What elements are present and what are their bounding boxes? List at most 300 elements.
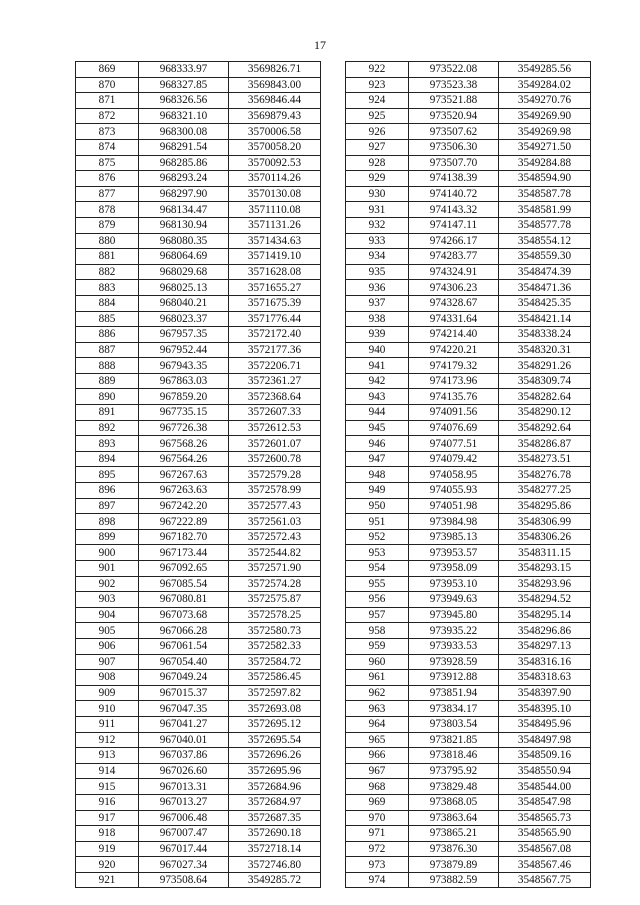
coordinates-table-right xyxy=(345,61,591,888)
table-row xyxy=(346,529,591,545)
table-row xyxy=(346,405,591,421)
y-coordinate-cell: 3548497.98 xyxy=(499,732,591,748)
point-number-cell: 942 xyxy=(346,373,409,389)
y-coordinate-cell: 3572607.33 xyxy=(229,405,321,421)
y-coordinate-cell: 3548282.64 xyxy=(499,389,591,405)
table-row xyxy=(76,467,321,483)
x-coordinate-cell: 967037.86 xyxy=(139,748,229,764)
table-row xyxy=(76,233,321,249)
point-number-cell: 876 xyxy=(76,171,139,187)
x-coordinate-cell: 967085.54 xyxy=(139,576,229,592)
table-row xyxy=(76,483,321,499)
x-coordinate-cell: 974051.98 xyxy=(409,498,499,514)
x-coordinate-cell: 967267.63 xyxy=(139,467,229,483)
x-coordinate-cell: 967040.01 xyxy=(139,732,229,748)
y-coordinate-cell: 3549270.76 xyxy=(499,93,591,109)
x-coordinate-cell: 973829.48 xyxy=(409,779,499,795)
point-number-cell: 926 xyxy=(346,124,409,140)
point-number-cell: 907 xyxy=(76,654,139,670)
point-number-cell: 968 xyxy=(346,779,409,795)
point-number-cell: 974 xyxy=(346,872,409,888)
table-row xyxy=(76,670,321,686)
point-number-cell: 955 xyxy=(346,576,409,592)
y-coordinate-cell: 3572695.54 xyxy=(229,732,321,748)
y-coordinate-cell: 3572582.33 xyxy=(229,638,321,654)
point-number-cell: 879 xyxy=(76,217,139,233)
point-number-cell: 893 xyxy=(76,436,139,452)
table-row xyxy=(76,545,321,561)
table-row xyxy=(76,529,321,545)
table-row xyxy=(346,389,591,405)
table-row xyxy=(76,186,321,202)
point-number-cell: 919 xyxy=(76,841,139,857)
table-row xyxy=(76,779,321,795)
y-coordinate-cell: 3572572.43 xyxy=(229,529,321,545)
y-coordinate-cell: 3548594.90 xyxy=(499,171,591,187)
y-coordinate-cell: 3572574.28 xyxy=(229,576,321,592)
point-number-cell: 937 xyxy=(346,295,409,311)
y-coordinate-cell: 3548550.94 xyxy=(499,763,591,779)
table-row xyxy=(76,748,321,764)
y-coordinate-cell: 3570092.53 xyxy=(229,155,321,171)
y-coordinate-cell: 3572695.96 xyxy=(229,763,321,779)
table-row xyxy=(346,155,591,171)
table-row xyxy=(76,249,321,265)
x-coordinate-cell: 973507.70 xyxy=(409,155,499,171)
point-number-cell: 961 xyxy=(346,670,409,686)
table-row xyxy=(346,810,591,826)
point-number-cell: 912 xyxy=(76,732,139,748)
point-number-cell: 870 xyxy=(76,77,139,93)
y-coordinate-cell: 3549285.56 xyxy=(499,62,591,78)
x-coordinate-cell: 967263.63 xyxy=(139,483,229,499)
x-coordinate-cell: 974324.91 xyxy=(409,264,499,280)
y-coordinate-cell: 3548293.96 xyxy=(499,576,591,592)
point-number-cell: 872 xyxy=(76,108,139,124)
point-number-cell: 950 xyxy=(346,498,409,514)
y-coordinate-cell: 3570058.20 xyxy=(229,139,321,155)
y-coordinate-cell: 3572693.08 xyxy=(229,701,321,717)
x-coordinate-cell: 967568.26 xyxy=(139,436,229,452)
point-number-cell: 891 xyxy=(76,405,139,421)
point-number-cell: 971 xyxy=(346,826,409,842)
x-coordinate-cell: 974143.32 xyxy=(409,202,499,218)
y-coordinate-cell: 3571628.08 xyxy=(229,264,321,280)
x-coordinate-cell: 973949.63 xyxy=(409,592,499,608)
y-coordinate-cell: 3548286.87 xyxy=(499,436,591,452)
x-coordinate-cell: 967726.38 xyxy=(139,420,229,436)
table-row xyxy=(346,576,591,592)
y-coordinate-cell: 3572544.82 xyxy=(229,545,321,561)
table-row xyxy=(346,514,591,530)
table-row xyxy=(76,108,321,124)
table-row xyxy=(346,561,591,577)
y-coordinate-cell: 3549271.50 xyxy=(499,139,591,155)
y-coordinate-cell: 3548554.12 xyxy=(499,233,591,249)
point-number-cell: 897 xyxy=(76,498,139,514)
table-row xyxy=(346,264,591,280)
table-row xyxy=(346,358,591,374)
table-row xyxy=(76,155,321,171)
x-coordinate-cell: 968023.37 xyxy=(139,311,229,327)
x-coordinate-cell: 967092.65 xyxy=(139,561,229,577)
x-coordinate-cell: 974140.72 xyxy=(409,186,499,202)
point-number-cell: 875 xyxy=(76,155,139,171)
x-coordinate-cell: 968040.21 xyxy=(139,295,229,311)
x-coordinate-cell: 973935.22 xyxy=(409,623,499,639)
y-coordinate-cell: 3548291.26 xyxy=(499,358,591,374)
table-row xyxy=(346,108,591,124)
coordinates-table-left-body xyxy=(76,62,321,888)
x-coordinate-cell: 973985.13 xyxy=(409,529,499,545)
point-number-cell: 910 xyxy=(76,701,139,717)
y-coordinate-cell: 3548309.74 xyxy=(499,373,591,389)
table-row xyxy=(76,171,321,187)
y-coordinate-cell: 3572561.03 xyxy=(229,514,321,530)
point-number-cell: 953 xyxy=(346,545,409,561)
point-number-cell: 940 xyxy=(346,342,409,358)
x-coordinate-cell: 974079.42 xyxy=(409,451,499,467)
point-number-cell: 895 xyxy=(76,467,139,483)
table-row xyxy=(76,62,321,78)
table-row xyxy=(346,670,591,686)
x-coordinate-cell: 967026.60 xyxy=(139,763,229,779)
table-row xyxy=(76,732,321,748)
x-coordinate-cell: 974220.21 xyxy=(409,342,499,358)
y-coordinate-cell: 3572600.78 xyxy=(229,451,321,467)
y-coordinate-cell: 3548318.63 xyxy=(499,670,591,686)
table-row xyxy=(76,389,321,405)
y-coordinate-cell: 3548277.25 xyxy=(499,483,591,499)
y-coordinate-cell: 3548397.90 xyxy=(499,685,591,701)
table-row xyxy=(76,826,321,842)
table-row xyxy=(346,467,591,483)
table-row xyxy=(346,217,591,233)
y-coordinate-cell: 3571675.39 xyxy=(229,295,321,311)
table-row xyxy=(346,342,591,358)
point-number-cell: 929 xyxy=(346,171,409,187)
table-row xyxy=(76,576,321,592)
y-coordinate-cell: 3570130.08 xyxy=(229,186,321,202)
table-row xyxy=(346,794,591,810)
point-number-cell: 949 xyxy=(346,483,409,499)
x-coordinate-cell: 968025.13 xyxy=(139,280,229,296)
coordinates-table-right-body xyxy=(346,62,591,888)
y-coordinate-cell: 3549269.90 xyxy=(499,108,591,124)
point-number-cell: 877 xyxy=(76,186,139,202)
table-row xyxy=(346,826,591,842)
table-row xyxy=(76,280,321,296)
x-coordinate-cell: 973865.21 xyxy=(409,826,499,842)
y-coordinate-cell: 3548559.30 xyxy=(499,249,591,265)
point-number-cell: 889 xyxy=(76,373,139,389)
point-number-cell: 887 xyxy=(76,342,139,358)
y-coordinate-cell: 3572368.64 xyxy=(229,389,321,405)
y-coordinate-cell: 3549269.98 xyxy=(499,124,591,140)
point-number-cell: 921 xyxy=(76,872,139,888)
x-coordinate-cell: 973953.57 xyxy=(409,545,499,561)
x-coordinate-cell: 967952.44 xyxy=(139,342,229,358)
y-coordinate-cell: 3570114.26 xyxy=(229,171,321,187)
x-coordinate-cell: 973507.62 xyxy=(409,124,499,140)
y-coordinate-cell: 3572690.18 xyxy=(229,826,321,842)
y-coordinate-cell: 3548296.86 xyxy=(499,623,591,639)
x-coordinate-cell: 973953.10 xyxy=(409,576,499,592)
table-row xyxy=(76,514,321,530)
y-coordinate-cell: 3572580.73 xyxy=(229,623,321,639)
x-coordinate-cell: 973821.85 xyxy=(409,732,499,748)
y-coordinate-cell: 3548471.36 xyxy=(499,280,591,296)
y-coordinate-cell: 3572578.99 xyxy=(229,483,321,499)
point-number-cell: 909 xyxy=(76,685,139,701)
table-row xyxy=(76,139,321,155)
x-coordinate-cell: 974076.69 xyxy=(409,420,499,436)
point-number-cell: 931 xyxy=(346,202,409,218)
point-number-cell: 888 xyxy=(76,358,139,374)
x-coordinate-cell: 973882.59 xyxy=(409,872,499,888)
table-row xyxy=(76,716,321,732)
x-coordinate-cell: 974179.32 xyxy=(409,358,499,374)
table-row xyxy=(346,638,591,654)
point-number-cell: 945 xyxy=(346,420,409,436)
y-coordinate-cell: 3572696.26 xyxy=(229,748,321,764)
point-number-cell: 928 xyxy=(346,155,409,171)
table-row xyxy=(76,373,321,389)
point-number-cell: 911 xyxy=(76,716,139,732)
y-coordinate-cell: 3571419.10 xyxy=(229,249,321,265)
y-coordinate-cell: 3548425.35 xyxy=(499,295,591,311)
x-coordinate-cell: 968297.90 xyxy=(139,186,229,202)
point-number-cell: 884 xyxy=(76,295,139,311)
x-coordinate-cell: 973933.53 xyxy=(409,638,499,654)
y-coordinate-cell: 3548567.46 xyxy=(499,857,591,873)
y-coordinate-cell: 3572695.12 xyxy=(229,716,321,732)
table-row xyxy=(76,124,321,140)
point-number-cell: 902 xyxy=(76,576,139,592)
x-coordinate-cell: 974173.96 xyxy=(409,373,499,389)
table-row xyxy=(76,561,321,577)
point-number-cell: 900 xyxy=(76,545,139,561)
point-number-cell: 923 xyxy=(346,77,409,93)
y-coordinate-cell: 3548316.16 xyxy=(499,654,591,670)
table-row xyxy=(76,685,321,701)
x-coordinate-cell: 973818.46 xyxy=(409,748,499,764)
x-coordinate-cell: 973795.92 xyxy=(409,763,499,779)
point-number-cell: 869 xyxy=(76,62,139,78)
table-row xyxy=(346,779,591,795)
point-number-cell: 881 xyxy=(76,249,139,265)
y-coordinate-cell: 3548567.08 xyxy=(499,841,591,857)
y-coordinate-cell: 3548421.14 xyxy=(499,311,591,327)
y-coordinate-cell: 3571655.27 xyxy=(229,280,321,296)
table-row xyxy=(346,233,591,249)
x-coordinate-cell: 967564.26 xyxy=(139,451,229,467)
y-coordinate-cell: 3572597.82 xyxy=(229,685,321,701)
table-row xyxy=(346,857,591,873)
table-row xyxy=(76,623,321,639)
point-number-cell: 947 xyxy=(346,451,409,467)
y-coordinate-cell: 3572578.25 xyxy=(229,607,321,623)
x-coordinate-cell: 968064.69 xyxy=(139,249,229,265)
x-coordinate-cell: 973868.05 xyxy=(409,794,499,810)
x-coordinate-cell: 968291.54 xyxy=(139,139,229,155)
y-coordinate-cell: 3572687.35 xyxy=(229,810,321,826)
y-coordinate-cell: 3572684.97 xyxy=(229,794,321,810)
x-coordinate-cell: 967066.28 xyxy=(139,623,229,639)
x-coordinate-cell: 968333.97 xyxy=(139,62,229,78)
y-coordinate-cell: 3548311.15 xyxy=(499,545,591,561)
point-number-cell: 904 xyxy=(76,607,139,623)
point-number-cell: 954 xyxy=(346,561,409,577)
table-row xyxy=(76,264,321,280)
x-coordinate-cell: 967222.89 xyxy=(139,514,229,530)
y-coordinate-cell: 3572684.96 xyxy=(229,779,321,795)
table-row xyxy=(346,841,591,857)
x-coordinate-cell: 967242.20 xyxy=(139,498,229,514)
x-coordinate-cell: 967017.44 xyxy=(139,841,229,857)
x-coordinate-cell: 967735.15 xyxy=(139,405,229,421)
x-coordinate-cell: 973834.17 xyxy=(409,701,499,717)
table-row xyxy=(76,405,321,421)
point-number-cell: 933 xyxy=(346,233,409,249)
point-number-cell: 922 xyxy=(346,62,409,78)
point-number-cell: 894 xyxy=(76,451,139,467)
y-coordinate-cell: 3572584.72 xyxy=(229,654,321,670)
x-coordinate-cell: 968080.35 xyxy=(139,233,229,249)
x-coordinate-cell: 968321.10 xyxy=(139,108,229,124)
y-coordinate-cell: 3548306.99 xyxy=(499,514,591,530)
point-number-cell: 890 xyxy=(76,389,139,405)
x-coordinate-cell: 974266.17 xyxy=(409,233,499,249)
table-row xyxy=(76,311,321,327)
point-number-cell: 924 xyxy=(346,93,409,109)
table-row xyxy=(346,545,591,561)
x-coordinate-cell: 968293.24 xyxy=(139,171,229,187)
table-row xyxy=(346,171,591,187)
point-number-cell: 972 xyxy=(346,841,409,857)
point-number-cell: 964 xyxy=(346,716,409,732)
table-row xyxy=(346,124,591,140)
y-coordinate-cell: 3572718.14 xyxy=(229,841,321,857)
y-coordinate-cell: 3572361.27 xyxy=(229,373,321,389)
point-number-cell: 960 xyxy=(346,654,409,670)
x-coordinate-cell: 967006.48 xyxy=(139,810,229,826)
point-number-cell: 925 xyxy=(346,108,409,124)
point-number-cell: 898 xyxy=(76,514,139,530)
x-coordinate-cell: 973876.30 xyxy=(409,841,499,857)
x-coordinate-cell: 967054.40 xyxy=(139,654,229,670)
x-coordinate-cell: 967007.47 xyxy=(139,826,229,842)
y-coordinate-cell: 3548306.26 xyxy=(499,529,591,545)
point-number-cell: 952 xyxy=(346,529,409,545)
x-coordinate-cell: 973506.30 xyxy=(409,139,499,155)
point-number-cell: 885 xyxy=(76,311,139,327)
table-row xyxy=(346,139,591,155)
point-number-cell: 939 xyxy=(346,327,409,343)
y-coordinate-cell: 3548474.39 xyxy=(499,264,591,280)
x-coordinate-cell: 967173.44 xyxy=(139,545,229,561)
x-coordinate-cell: 968134.47 xyxy=(139,202,229,218)
x-coordinate-cell: 967863.03 xyxy=(139,373,229,389)
table-row xyxy=(346,623,591,639)
point-number-cell: 903 xyxy=(76,592,139,608)
y-coordinate-cell: 3569843.00 xyxy=(229,77,321,93)
y-coordinate-cell: 3548292.64 xyxy=(499,420,591,436)
point-number-cell: 944 xyxy=(346,405,409,421)
table-row xyxy=(76,202,321,218)
y-coordinate-cell: 3548565.73 xyxy=(499,810,591,826)
x-coordinate-cell: 974306.23 xyxy=(409,280,499,296)
point-number-cell: 917 xyxy=(76,810,139,826)
table-row xyxy=(76,638,321,654)
x-coordinate-cell: 967047.35 xyxy=(139,701,229,717)
x-coordinate-cell: 974077.51 xyxy=(409,436,499,452)
y-coordinate-cell: 3572579.28 xyxy=(229,467,321,483)
x-coordinate-cell: 967049.24 xyxy=(139,670,229,686)
x-coordinate-cell: 974214.40 xyxy=(409,327,499,343)
x-coordinate-cell: 973863.64 xyxy=(409,810,499,826)
y-coordinate-cell: 3571434.63 xyxy=(229,233,321,249)
table-row xyxy=(76,841,321,857)
x-coordinate-cell: 967073.68 xyxy=(139,607,229,623)
x-coordinate-cell: 967027.34 xyxy=(139,857,229,873)
x-coordinate-cell: 968327.85 xyxy=(139,77,229,93)
y-coordinate-cell: 3570006.58 xyxy=(229,124,321,140)
x-coordinate-cell: 967943.35 xyxy=(139,358,229,374)
table-row xyxy=(346,732,591,748)
table-row xyxy=(346,763,591,779)
y-coordinate-cell: 3549284.88 xyxy=(499,155,591,171)
x-coordinate-cell: 973523.38 xyxy=(409,77,499,93)
point-number-cell: 908 xyxy=(76,670,139,686)
table-row xyxy=(76,451,321,467)
point-number-cell: 958 xyxy=(346,623,409,639)
point-number-cell: 973 xyxy=(346,857,409,873)
x-coordinate-cell: 973508.64 xyxy=(139,872,229,888)
table-row xyxy=(76,295,321,311)
y-coordinate-cell: 3572577.43 xyxy=(229,498,321,514)
table-row xyxy=(76,420,321,436)
y-coordinate-cell: 3548320.31 xyxy=(499,342,591,358)
table-row xyxy=(346,748,591,764)
point-number-cell: 871 xyxy=(76,93,139,109)
table-row xyxy=(76,327,321,343)
y-coordinate-cell: 3572571.90 xyxy=(229,561,321,577)
y-coordinate-cell: 3572586.45 xyxy=(229,670,321,686)
x-coordinate-cell: 973958.09 xyxy=(409,561,499,577)
y-coordinate-cell: 3571776.44 xyxy=(229,311,321,327)
y-coordinate-cell: 3548509.16 xyxy=(499,748,591,764)
point-number-cell: 948 xyxy=(346,467,409,483)
point-number-cell: 878 xyxy=(76,202,139,218)
point-number-cell: 882 xyxy=(76,264,139,280)
point-number-cell: 930 xyxy=(346,186,409,202)
y-coordinate-cell: 3548495.96 xyxy=(499,716,591,732)
table-row xyxy=(76,93,321,109)
x-coordinate-cell: 973912.88 xyxy=(409,670,499,686)
y-coordinate-cell: 3548577.78 xyxy=(499,217,591,233)
y-coordinate-cell: 3548295.14 xyxy=(499,607,591,623)
y-coordinate-cell: 3548567.75 xyxy=(499,872,591,888)
x-coordinate-cell: 974055.93 xyxy=(409,483,499,499)
x-coordinate-cell: 974091.56 xyxy=(409,405,499,421)
table-row xyxy=(346,249,591,265)
table-row xyxy=(76,654,321,670)
point-number-cell: 966 xyxy=(346,748,409,764)
table-row xyxy=(346,716,591,732)
x-coordinate-cell: 973851.94 xyxy=(409,685,499,701)
point-number-cell: 899 xyxy=(76,529,139,545)
